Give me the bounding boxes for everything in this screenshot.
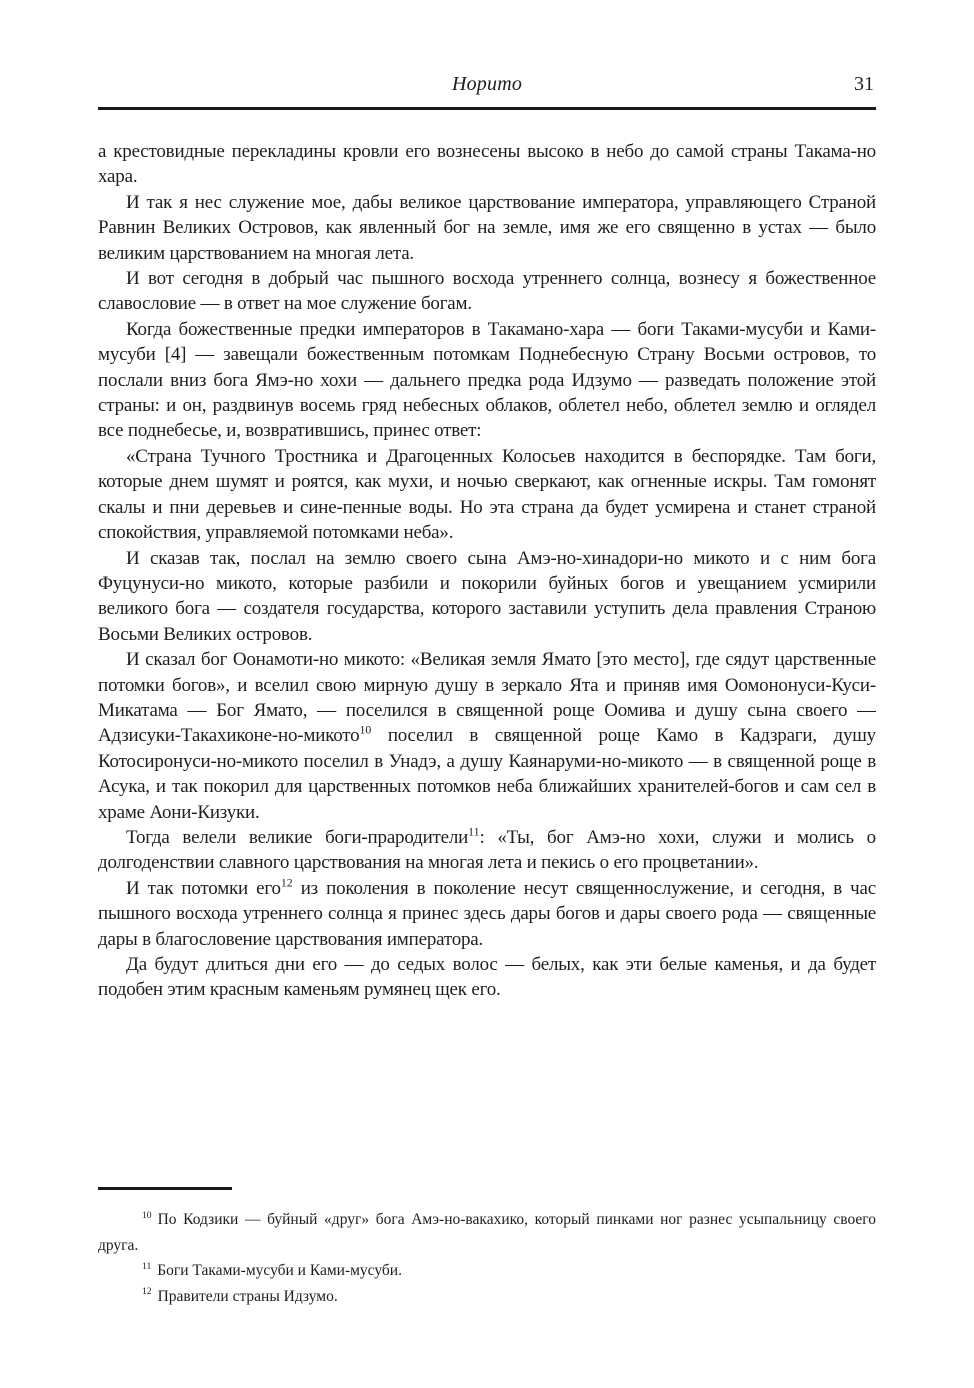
paragraph: Тогда велели великие боги-прародители$^{11}$: «Ты, бог Амэ-но хохи, служи и молись о долгоденствии славного царствования на многая лета и пекись о его процветании». <box>98 825 876 874</box>
running-head <box>98 72 876 98</box>
footnote-number: 12 <box>142 1286 152 1298</box>
running-title: Норито <box>451 73 523 95</box>
footnote-ref: 11 <box>468 825 480 839</box>
paragraph: И так я нес служение мое, дабы великое царствование императора, управляющего Страной Равнин Великих Островов, как явленный бог на земле, имя же его священно в устах — было великим царствованием на многая лета. <box>98 191 876 264</box>
page-number: 31 <box>854 73 874 95</box>
footnotes-section <box>98 1187 876 1309</box>
paragraph: Когда божественные предки императоров в Такамано-хара — боги Таками-мусуби и Ками-мусуби [4] — завещали божественным потомкам Поднебесную Страну Восьми островов, то послали вниз бога Ямэ-но хохи — дальнего предка рода Идзумо — разведать положение этой страны: и он, раздвинув восемь гряд небесных облаков, облетел небо, облетел землю и оглядел все поднебесье, и, возвратившись, принес ответ: <box>98 318 876 442</box>
footnote-ref: 12 <box>280 876 293 890</box>
paragraph: И сказав так, послал на землю своего сына Амэ-но-хинадори-но микото и с ним бога Фуцунуси-но микото, которые разбили и покорили буйных богов и увещанием усмирили великого бога — создателя государства, которого заставили уступить дела правления Страною Восьми Великих островов. <box>98 547 876 645</box>
page-body <box>98 139 876 1181</box>
paragraph: И вот сегодня в добрый час пышного восхода утреннего солнца, вознесу я божественное славословие — в ответ на мое служение богам. <box>98 268 876 315</box>
paragraph: а крестовидные перекладины кровли его вознесены высоко в небо до самой страны Такама-но хара. <box>98 141 876 188</box>
paragraph: Да будут длиться дни его — до седых волос — белых, как эти белые каменья, и да будет подобен этим красным каменьям румянец щек его. <box>98 954 876 1001</box>
header-rule <box>98 107 876 110</box>
footnote: $^{10}$ По Кодзики — буйный «друг» бога Амэ-но-вакахико, который пинками ног разнес усыпальницу своего друга. <box>98 1209 876 1254</box>
footnote-rule <box>98 1187 232 1190</box>
footnote-number: 11 <box>142 1260 152 1272</box>
footnote-number: 10 <box>142 1209 152 1221</box>
footnote-ref: 10 <box>359 724 372 738</box>
footnote-list <box>98 1207 876 1309</box>
footnote: $^{11}$ Боги Таками-мусуби и Ками-мусуби. <box>142 1260 402 1279</box>
footnote: $^{12}$ Правители страны Идзумо. <box>142 1286 338 1305</box>
paragraph: И сказал бог Оонамоти-но микото: «Великая земля Ямато [это место], где сядут царственные потомки богов», и вселил свою мирную душу в зеркало Ята и приняв имя Оомононуси-Куси-Микатама — Бог Ямато, — поселился в священной роще Оомива и душу сына своего — Адзисуки-Такахиконе-но-микото$^{10}$ поселил в священной роще Камо в Кадзраги, душу Котосиронуси-но-микото поселил в Унадэ, а душу Каянаруми-но-микото — в священной роще в Асука, и так покорил для царственных потомков неба ближайших хранителей-богов и сам сел в храме Аони-Кизуки. <box>98 649 876 823</box>
paragraph: «Страна Тучного Тростника и Драгоценных Колосьев находится в беспорядке. Там боги, которые днем шумят и роятся, как мухи, и ночью сверкают, как огненные искры. Там гомонят скалы и пни деревьев и сине-пенные воды. Но эта страна да будет усмирена и станет страной спокойствия, управляемой потомками неба». <box>98 445 876 544</box>
paragraph: И так потомки его$^{12}$ из поколения в поколение несут священнослужение, и сегодня, в час пышного восхода утреннего солнца я принес здесь дары богов и дары своего рода — священные дары в благословение царствования императора. <box>98 876 876 950</box>
